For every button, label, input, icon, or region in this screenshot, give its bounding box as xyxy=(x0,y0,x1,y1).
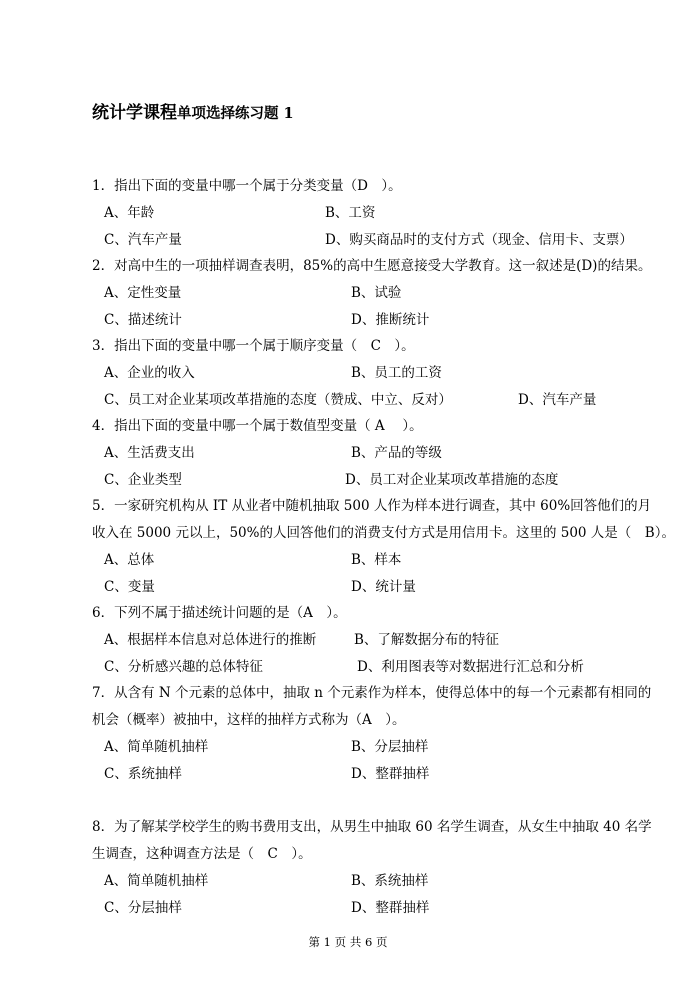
option-a: A、简单随机抽样 xyxy=(104,873,209,889)
option-b: B、试验 xyxy=(351,285,402,301)
option-c: C、汽车产量 xyxy=(104,232,182,248)
question-stem: 2．对高中生的一项抽样调查表明，85%的高中生愿意接受大学教育。这一叙述是(D)的结果。 xyxy=(92,258,652,274)
question-stem: 7．从含有 N 个元素的总体中，抽取 n 个元素作为样本，使得总体中的每一个元素都有相同的 xyxy=(92,685,652,701)
option-a: A、定性变量 xyxy=(104,285,182,301)
option-c: C、分层抽样 xyxy=(104,900,182,916)
option-b: B、员工的工资 xyxy=(351,365,442,381)
option-c: C、系统抽样 xyxy=(104,766,182,782)
option-b: B、产品的等级 xyxy=(351,445,442,461)
option-b: B、系统抽样 xyxy=(351,873,429,889)
option-d: D、统计量 xyxy=(351,579,416,595)
title-main: 统计学课程 xyxy=(92,103,177,123)
option-d: D、整群抽样 xyxy=(351,766,430,782)
option-a: A、总体 xyxy=(104,552,155,568)
question-stem: 6．下列不属于描述统计问题的是（A ）。 xyxy=(92,605,347,621)
option-a: A、根据样本信息对总体进行的推断 xyxy=(104,632,317,648)
option-d: D、推断统计 xyxy=(351,312,430,328)
question-stem-continued: 生调查，这种调查方法是（ C ）。 xyxy=(92,846,312,862)
question-stem: 5．一家研究机构从 IT 从业者中随机抽取 500 人作为样本进行调查，其中 60%回答他们的月 xyxy=(92,498,652,514)
option-d: D、员工对企业某项改革措施的态度 xyxy=(345,472,559,488)
question-stem: 4．指出下面的变量中哪一个属于数值型变量（ A ）。 xyxy=(92,418,423,434)
option-a: A、生活费支出 xyxy=(104,445,195,461)
document-title xyxy=(92,98,294,123)
option-c: C、企业类型 xyxy=(104,472,182,488)
option-a: A、企业的收入 xyxy=(104,365,195,381)
question-stem: 3．指出下面的变量中哪一个属于顺序变量（ C ）。 xyxy=(92,338,415,354)
title-sub: 单项选择练习题 1 xyxy=(177,105,294,122)
option-b: B、了解数据分布的特征 xyxy=(354,632,499,648)
option-b: B、分层抽样 xyxy=(351,739,429,755)
option-a: A、简单随机抽样 xyxy=(104,739,209,755)
option-a: A、年龄 xyxy=(104,205,155,221)
option-b: B、工资 xyxy=(325,205,376,221)
option-c: C、变量 xyxy=(104,579,155,595)
option-d: D、购买商品时的支付方式（现金、信用卡、支票） xyxy=(325,232,633,248)
question-stem: 1．指出下面的变量中哪一个属于分类变量（D ）。 xyxy=(92,178,402,194)
question-stem: 8．为了解某学校学生的购书费用支出，从男生中抽取 60 名学生调查，从女生中抽取 40 名学 xyxy=(92,819,652,835)
option-c: C、员工对企业某项改革措施的态度（赞成、中立、反对） xyxy=(104,392,452,408)
page-footer: 第 1 页 共 6 页 xyxy=(308,935,388,949)
question-stem-continued: 机会（概率）被抽中，这样的抽样方式称为（A ）。 xyxy=(92,712,406,728)
option-b: B、样本 xyxy=(351,552,402,568)
option-d: D、汽车产量 xyxy=(518,392,597,408)
option-c: C、分析感兴趣的总体特征 xyxy=(104,659,263,675)
option-c: C、描述统计 xyxy=(104,312,182,328)
option-d: D、利用图表等对数据进行汇总和分析 xyxy=(357,659,584,675)
option-d: D、整群抽样 xyxy=(351,900,430,916)
question-stem-continued: 收入在 5000 元以上，50%的人回答他们的消费支付方式是用信用卡。这里的 500 人是（ B）。 xyxy=(92,525,675,541)
